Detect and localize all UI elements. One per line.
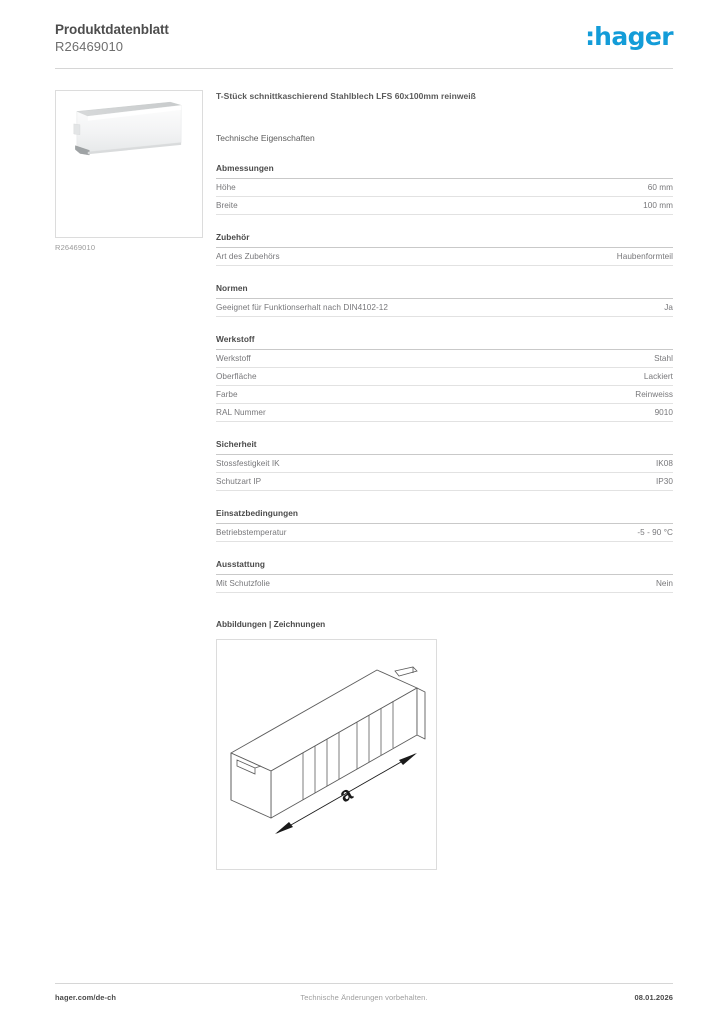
spec-row: [216, 455, 673, 473]
spec-section-title: Ausstattung: [216, 559, 673, 575]
spec-value: Lackiert: [643, 372, 673, 381]
spec-row: [216, 368, 673, 386]
spec-section-title: Werkstoff: [216, 334, 673, 350]
footer-disclaimer: Technische Änderungen vorbehalten.: [300, 993, 428, 1002]
spec-value: Haubenformteil: [616, 252, 673, 261]
hager-logo: [585, 24, 673, 50]
spec-value: Nein: [655, 579, 673, 588]
technical-properties-heading: Technische Eigenschaften: [216, 133, 315, 143]
spec-label: Art des Zubehörs: [216, 252, 280, 261]
product-image-caption: R26469010: [55, 243, 96, 252]
spec-row: [216, 473, 673, 491]
spec-label: Mit Schutzfolie: [216, 579, 270, 588]
footer-divider: [55, 983, 673, 984]
logo-wordmark: hager: [594, 22, 673, 51]
document-reference: R26469010: [55, 39, 124, 54]
spec-label: Werkstoff: [216, 354, 251, 363]
product-image-frame: [55, 90, 203, 238]
page-footer: [55, 993, 673, 1007]
technical-drawing-icon: [217, 640, 436, 869]
technical-drawing-frame: [216, 639, 437, 870]
spec-section: [216, 163, 673, 215]
spec-section: [216, 283, 673, 317]
spec-row: [216, 248, 673, 266]
spec-row: [216, 197, 673, 215]
product-name: T-Stück schnittkaschierend Stahlblech LFS 60x100mm reinweiß: [216, 91, 476, 101]
spec-label: Oberfläche: [216, 372, 257, 381]
spec-label: Schutzart IP: [216, 477, 262, 486]
product-photo-icon: [56, 99, 202, 169]
spec-label: RAL Nummer: [216, 408, 266, 417]
drawings-heading: Abbildungen | Zeichnungen: [216, 619, 326, 629]
spec-value: 9010: [654, 408, 673, 417]
spec-value: IK08: [655, 459, 673, 468]
spec-section: [216, 508, 673, 542]
spec-label: Farbe: [216, 390, 238, 399]
spec-label: Betriebstemperatur: [216, 528, 287, 537]
spec-value: Ja: [664, 303, 673, 312]
spec-section: [216, 439, 673, 491]
footer-website-link[interactable]: hager.com/de-ch: [55, 993, 117, 1002]
spec-row: [216, 386, 673, 404]
header-divider: [55, 68, 673, 69]
spec-value: -5 - 90 °C: [637, 528, 673, 537]
spec-row: [216, 575, 673, 593]
page-title: Produktdatenblatt: [55, 22, 169, 37]
spec-label: Stossfestigkeit IK: [216, 459, 280, 468]
spec-value: 60 mm: [647, 183, 673, 192]
logo-colon-icon: :: [585, 22, 595, 51]
spec-section-title: Sicherheit: [216, 439, 673, 455]
dimension-label-a: a: [335, 782, 357, 808]
spec-row: [216, 524, 673, 542]
spec-value: IP30: [655, 477, 673, 486]
footer-date: 08.01.2026: [634, 993, 673, 1002]
spec-row: [216, 299, 673, 317]
spec-row: [216, 350, 673, 368]
spec-label: Geeignet für Funktionserhalt nach DIN4102-12: [216, 303, 388, 312]
specifications-table: [216, 163, 673, 593]
spec-section-title: Normen: [216, 283, 673, 299]
spec-section: [216, 559, 673, 593]
page-header: [55, 22, 673, 62]
spec-row: [216, 179, 673, 197]
spec-section-title: Zubehör: [216, 232, 673, 248]
spec-section: [216, 232, 673, 266]
spec-section-title: Abmessungen: [216, 163, 673, 179]
main-content: [216, 90, 673, 870]
spec-label: Breite: [216, 201, 238, 210]
spec-value: 100 mm: [643, 201, 673, 210]
spec-section: [216, 334, 673, 422]
spec-label: Höhe: [216, 183, 236, 192]
spec-value: Stahl: [654, 354, 673, 363]
spec-section-title: Einsatzbedingungen: [216, 508, 673, 524]
spec-row: [216, 404, 673, 422]
spec-value: Reinweiss: [635, 390, 673, 399]
